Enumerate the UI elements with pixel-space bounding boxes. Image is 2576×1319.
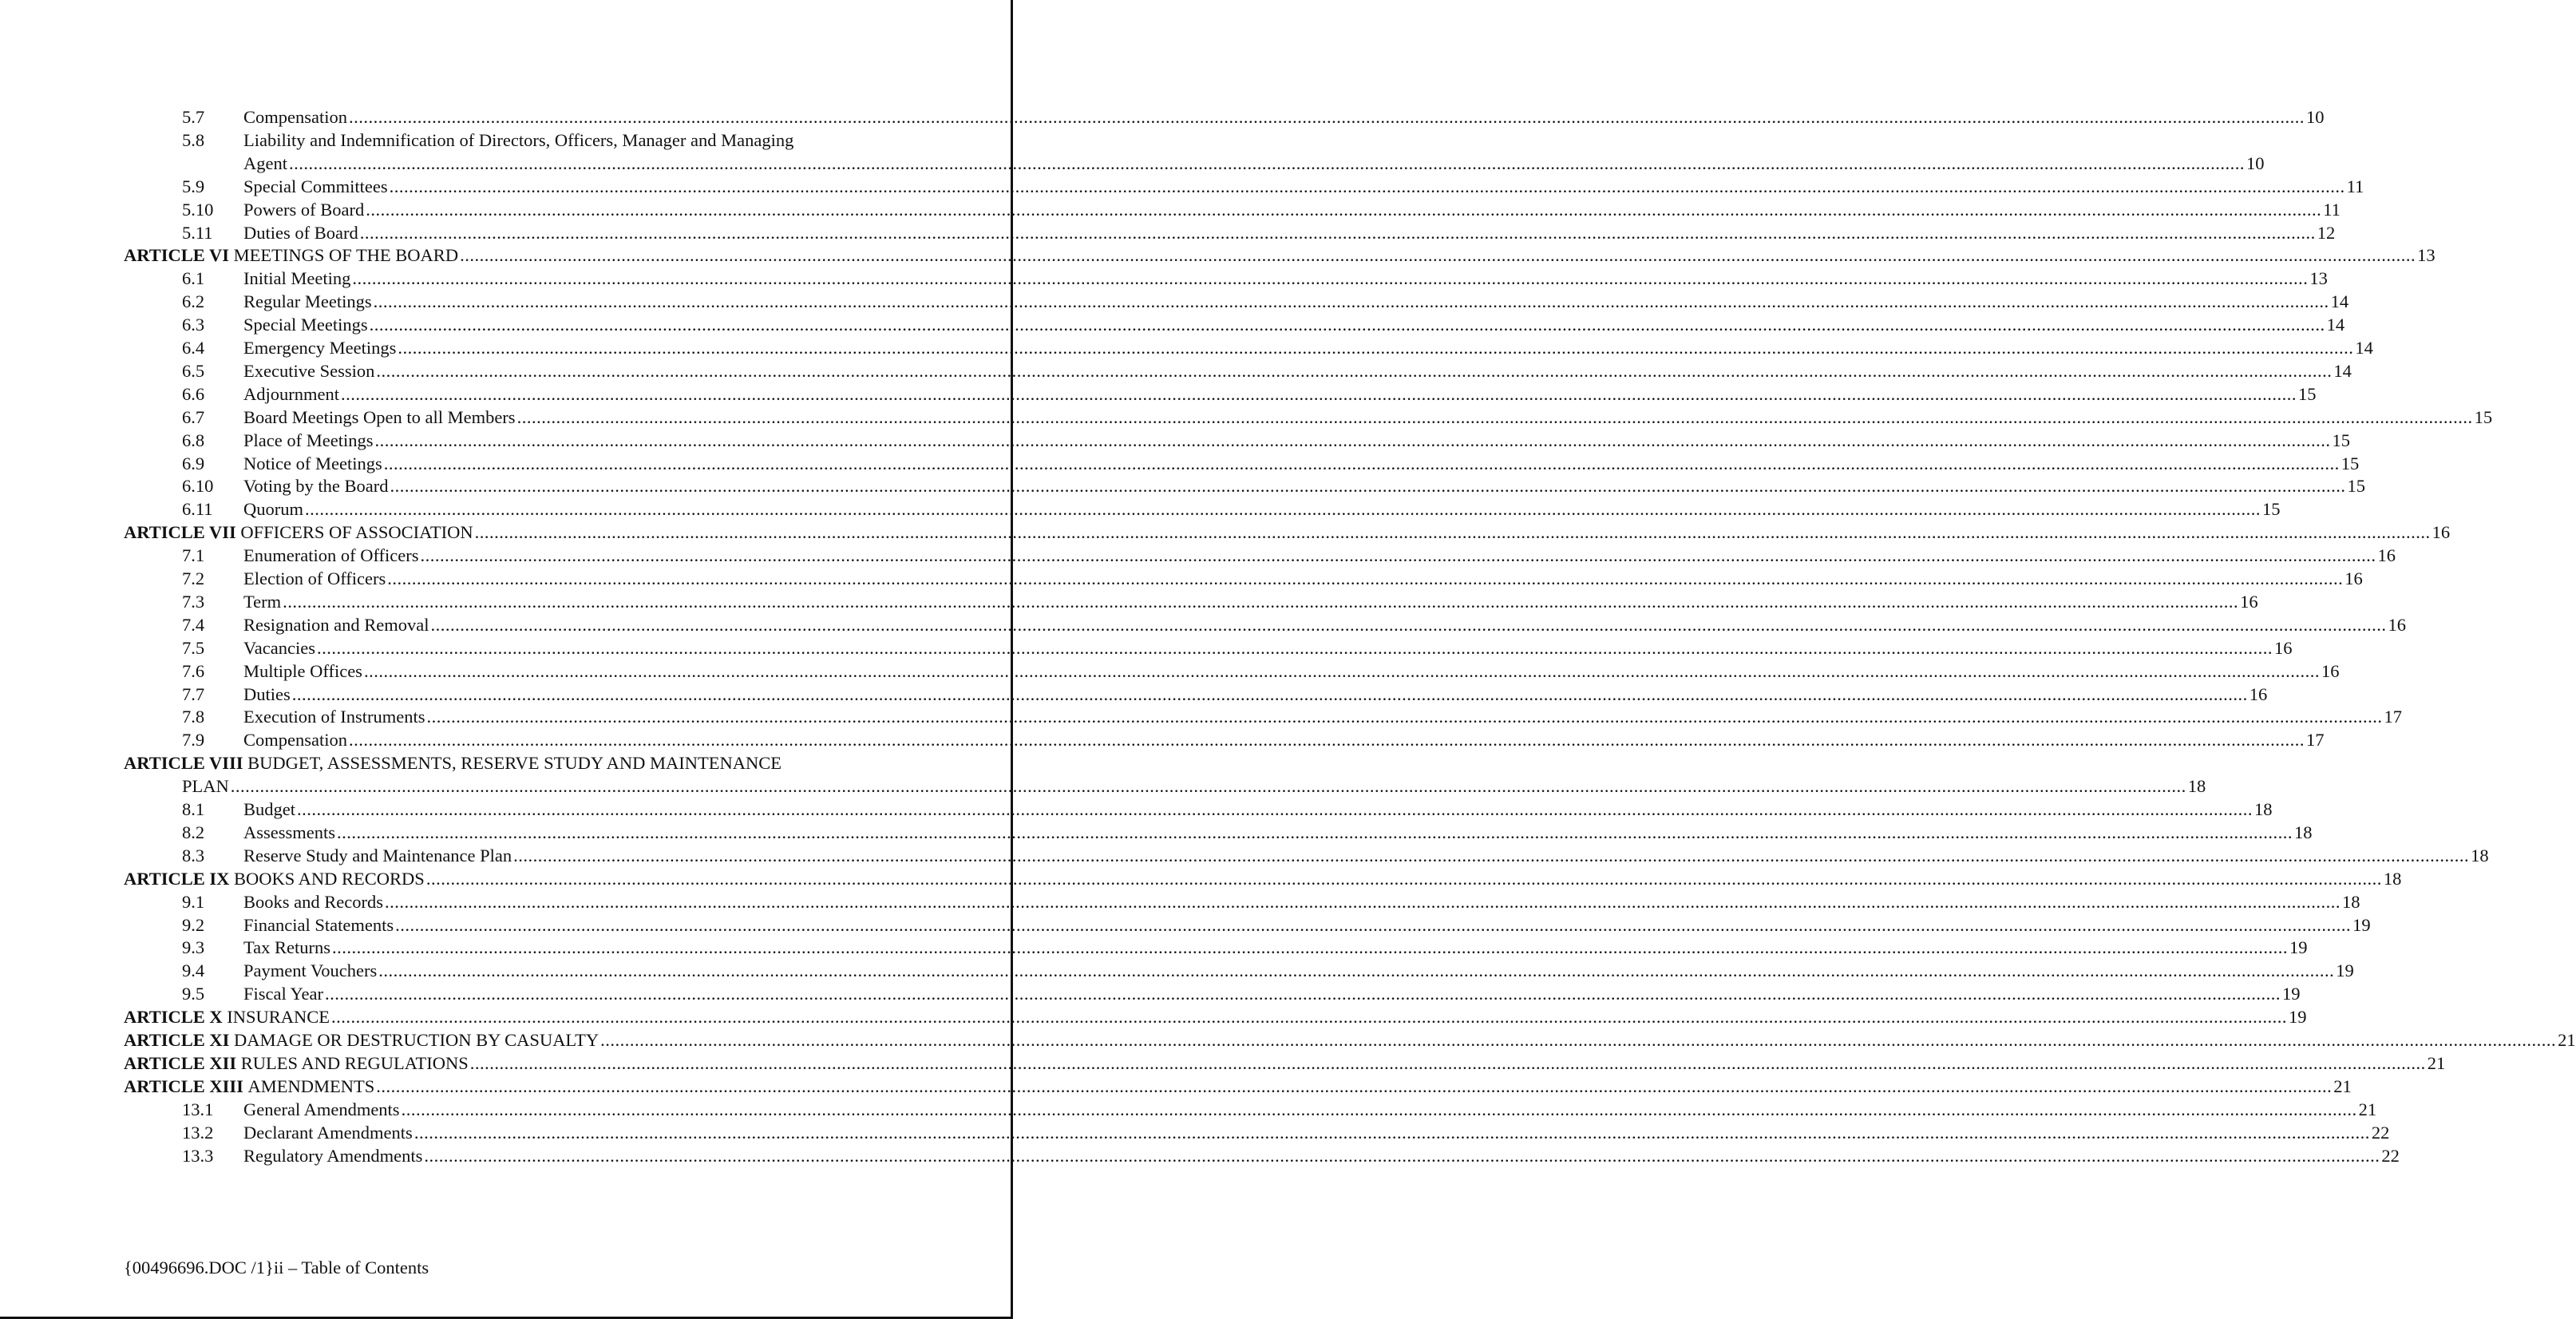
section-title: Executive Session: [243, 361, 375, 381]
dot-leader: ................................................................................................................................................................................................................................................................................................................................................................................................................: [414, 1123, 2370, 1143]
section-number: 5.10: [182, 200, 214, 220]
page-number: 18: [2187, 776, 2206, 796]
dot-leader: ................................................................................................................................................................................................................................................................................................................................................................................................................: [373, 291, 2329, 311]
page-number: 16: [2240, 592, 2258, 612]
dot-leader: ................................................................................................................................................................................................................................................................................................................................................................................................................: [474, 522, 2431, 542]
section-title: Budget: [243, 799, 295, 819]
toc-section-entry[interactable]: [182, 683, 2268, 706]
page-number: 16: [2345, 568, 2363, 588]
page-number: 17: [2306, 730, 2325, 750]
page-number: 21: [2427, 1053, 2446, 1073]
section-number: 6.3: [182, 315, 205, 335]
section-number: 7.1: [182, 545, 205, 565]
dot-leader: ................................................................................................................................................................................................................................................................................................................................................................................................................: [332, 937, 2289, 957]
section-title: Special Meetings: [243, 315, 368, 335]
toc-section-entry[interactable]: [182, 660, 2340, 683]
section-number: 6.2: [182, 291, 205, 311]
section-number: 6.9: [182, 454, 205, 473]
page-number: 15: [2297, 384, 2317, 404]
dot-leader: ................................................................................................................................................................................................................................................................................................................................................................................................................: [395, 915, 2352, 935]
page-number: 17: [2384, 707, 2402, 727]
toc-section-entry[interactable]: [182, 337, 2373, 359]
toc-article-entry[interactable]: [124, 752, 903, 774]
page-number: 21: [2333, 1076, 2352, 1096]
toc-section-entry[interactable]: [182, 568, 2363, 590]
section-number: 6.11: [182, 499, 213, 519]
section-title: Books and Records: [243, 892, 383, 912]
toc-section-entry[interactable]: [182, 822, 2313, 844]
dot-leader: ................................................................................................................................................................................................................................................................................................................................................................................................................: [325, 984, 2281, 1004]
section-title: Adjournment: [243, 384, 339, 404]
section-number: 8.1: [182, 799, 205, 819]
article-title: MEETINGS OF THE BOARD: [228, 245, 459, 265]
dot-leader: ................................................................................................................................................................................................................................................................................................................................................................................................................: [337, 822, 2293, 842]
page-number: 16: [2377, 545, 2396, 565]
toc-section-entry[interactable]: [182, 798, 2273, 821]
toc-article-entry[interactable]: [124, 521, 2451, 544]
toc-section-entry[interactable]: [182, 983, 2301, 1005]
section-number: 7.5: [182, 638, 205, 658]
section-number: 8.2: [182, 822, 205, 842]
dot-leader: ................................................................................................................................................................................................................................................................................................................................................................................................................: [230, 776, 2186, 796]
toc-article-entry[interactable]: [124, 1006, 2307, 1028]
section-title: Election of Officers: [243, 568, 386, 588]
toc-article-entry[interactable]: [124, 244, 2436, 267]
page-number: 11: [2323, 200, 2341, 220]
section-title: Place of Meetings: [243, 430, 374, 450]
page-number: 18: [2294, 822, 2313, 842]
page-number: 15: [2347, 476, 2365, 496]
section-title: Special Committees: [243, 176, 388, 196]
toc-section-entry[interactable]: [182, 706, 2402, 728]
section-title: Declarant Amendments: [243, 1123, 413, 1143]
dot-leader: ................................................................................................................................................................................................................................................................................................................................................................................................................: [349, 107, 2305, 127]
page-number: 18: [2254, 799, 2273, 819]
section-number: 9.4: [182, 961, 205, 980]
page-number: 14: [2333, 361, 2352, 381]
article-label: ARTICLE XI: [124, 1030, 230, 1050]
dot-leader: ................................................................................................................................................................................................................................................................................................................................................................................................................: [352, 268, 2309, 288]
toc-article-entry[interactable]: [124, 1052, 2446, 1075]
dot-leader: ................................................................................................................................................................................................................................................................................................................................................................................................................: [460, 245, 2416, 265]
page-number: 15: [2332, 430, 2350, 450]
section-title: Powers of Board: [243, 200, 365, 220]
page-number: 22: [2381, 1146, 2400, 1166]
toc-section-entry[interactable]: [182, 453, 2360, 475]
dot-leader: ................................................................................................................................................................................................................................................................................................................................................................................................................: [297, 799, 2253, 819]
dot-leader: ................................................................................................................................................................................................................................................................................................................................................................................................................: [398, 338, 2354, 358]
dot-leader: ................................................................................................................................................................................................................................................................................................................................................................................................................: [387, 568, 2344, 588]
section-title: Initial Meeting: [243, 268, 351, 288]
dot-leader: ................................................................................................................................................................................................................................................................................................................................................................................................................: [424, 1146, 2380, 1166]
article-label: ARTICLE VIII: [124, 753, 243, 773]
page-number: 13: [2309, 268, 2328, 288]
toc-section-entry-continued[interactable]: [182, 152, 2265, 175]
toc-section-entry[interactable]: [182, 129, 903, 152]
section-title: Payment Vouchers: [243, 961, 378, 980]
page-number: 18: [2383, 869, 2402, 889]
section-number: 6.6: [182, 384, 205, 404]
section-title: Regular Meetings: [243, 291, 372, 311]
section-title: Enumeration of Officers: [243, 545, 419, 565]
page-number: 10: [2306, 107, 2325, 127]
section-number: 7.6: [182, 661, 205, 681]
dot-leader: ................................................................................................................................................................................................................................................................................................................................................................................................................: [283, 592, 2239, 612]
toc-section-entry[interactable]: [182, 937, 2308, 959]
page-number: 19: [2336, 961, 2354, 980]
dot-leader: ................................................................................................................................................................................................................................................................................................................................................................................................................: [600, 1030, 2557, 1050]
page-number: 15: [2341, 454, 2360, 473]
page-number: 16: [2388, 615, 2406, 635]
toc-section-entry[interactable]: [182, 545, 2396, 567]
article-title: AMENDMENTS: [243, 1076, 375, 1096]
toc-section-entry[interactable]: [182, 267, 2328, 290]
page-number: 13: [2417, 245, 2436, 265]
article-title: BUDGET, ASSESSMENTS, RESERVE STUDY AND MAINTENANCE: [243, 753, 782, 773]
dot-leader: ................................................................................................................................................................................................................................................................................................................................................................................................................: [291, 684, 2248, 704]
dot-leader: ................................................................................................................................................................................................................................................................................................................................................................................................................: [389, 176, 2345, 196]
toc-section-entry[interactable]: [182, 1122, 2390, 1144]
toc-section-entry[interactable]: [182, 475, 2365, 497]
dot-leader: ................................................................................................................................................................................................................................................................................................................................................................................................................: [426, 707, 2383, 727]
toc-section-entry[interactable]: [182, 637, 2293, 660]
article-title-continued: PLAN: [182, 776, 229, 796]
toc-section-entry[interactable]: [182, 222, 2336, 244]
section-title: Liability and Indemnification of Directors, Officers, Manager and Managing: [243, 130, 794, 150]
page-number: 15: [2262, 499, 2281, 519]
article-label: ARTICLE VII: [124, 522, 236, 542]
page-number: 16: [2432, 522, 2451, 542]
section-number: 13.1: [182, 1099, 214, 1119]
toc-section-entry[interactable]: [182, 614, 2406, 636]
toc-section-entry[interactable]: [182, 729, 2325, 751]
section-number: 9.5: [182, 984, 205, 1004]
dot-leader: ................................................................................................................................................................................................................................................................................................................................................................................................................: [401, 1099, 2357, 1119]
toc-section-entry[interactable]: [182, 383, 2317, 406]
dot-leader: ................................................................................................................................................................................................................................................................................................................................................................................................................: [420, 545, 2376, 565]
toc-article-entry[interactable]: [124, 1029, 2576, 1052]
dot-leader: ................................................................................................................................................................................................................................................................................................................................................................................................................: [369, 315, 2325, 335]
dot-leader: ................................................................................................................................................................................................................................................................................................................................................................................................................: [378, 961, 2335, 980]
section-title: Emergency Meetings: [243, 338, 397, 358]
section-title: Fiscal Year: [243, 984, 323, 1004]
dot-leader: ................................................................................................................................................................................................................................................................................................................................................................................................................: [376, 1076, 2333, 1096]
section-number: 6.10: [182, 476, 214, 496]
toc-section-entry[interactable]: [182, 199, 2341, 221]
section-title: Notice of Meetings: [243, 454, 382, 473]
page-number: 16: [2249, 684, 2268, 704]
toc-section-entry[interactable]: [182, 291, 2349, 313]
section-number: 7.9: [182, 730, 205, 750]
dot-leader: ................................................................................................................................................................................................................................................................................................................................................................................................................: [305, 499, 2261, 519]
section-number: 6.4: [182, 338, 205, 358]
article-title: DAMAGE OR DESTRUCTION BY CASUALTY: [229, 1030, 599, 1050]
page-number: 19: [2282, 984, 2301, 1004]
article-label: ARTICLE X: [124, 1007, 223, 1027]
dot-leader: ................................................................................................................................................................................................................................................................................................................................................................................................................: [366, 200, 2322, 220]
section-number: 6.1: [182, 268, 205, 288]
toc-section-entry[interactable]: [182, 1099, 2377, 1121]
dot-leader: ................................................................................................................................................................................................................................................................................................................................................................................................................: [390, 476, 2346, 496]
toc-section-entry[interactable]: [182, 406, 2493, 429]
page-number: 14: [2355, 338, 2373, 358]
section-title: Assessments: [243, 822, 336, 842]
article-label: ARTICLE VI: [124, 245, 229, 265]
dot-leader: ................................................................................................................................................................................................................................................................................................................................................................................................................: [383, 454, 2340, 473]
section-number: 13.2: [182, 1123, 214, 1143]
dot-leader: ................................................................................................................................................................................................................................................................................................................................................................................................................: [289, 153, 2245, 173]
page-number: 12: [2317, 223, 2336, 243]
section-number: 9.1: [182, 892, 205, 912]
toc-section-entry[interactable]: [182, 498, 2281, 521]
section-title: Compensation: [243, 730, 347, 750]
section-number: 7.3: [182, 592, 205, 612]
page-number: 19: [2352, 915, 2371, 935]
dot-leader: ................................................................................................................................................................................................................................................................................................................................................................................................................: [516, 407, 2473, 427]
dot-leader: ................................................................................................................................................................................................................................................................................................................................................................................................................: [469, 1053, 2426, 1073]
section-number: 9.2: [182, 915, 205, 935]
article-title: BOOKS AND RECORDS: [229, 869, 425, 889]
section-title: Duties of Board: [243, 223, 358, 243]
dot-leader: ................................................................................................................................................................................................................................................................................................................................................................................................................: [384, 892, 2341, 912]
section-title: Multiple Offices: [243, 661, 362, 681]
dot-leader: ................................................................................................................................................................................................................................................................................................................................................................................................................: [374, 430, 2331, 450]
toc-section-entry[interactable]: [182, 360, 2352, 382]
section-title: Vacancies: [243, 638, 315, 658]
toc-section-entry[interactable]: [182, 914, 2371, 937]
section-title: Board Meetings Open to all Members: [243, 407, 516, 427]
page-number: 19: [2289, 937, 2308, 957]
dot-leader: ................................................................................................................................................................................................................................................................................................................................................................................................................: [363, 661, 2320, 681]
section-title: Resignation and Removal: [243, 615, 429, 635]
article-label: ARTICLE IX: [124, 869, 230, 889]
dot-leader: ................................................................................................................................................................................................................................................................................................................................................................................................................: [340, 384, 2297, 404]
section-number: 13.3: [182, 1146, 214, 1166]
section-number: 7.2: [182, 568, 205, 588]
toc-section-entry[interactable]: [182, 176, 2364, 198]
section-title: Reserve Study and Maintenance Plan: [243, 846, 512, 865]
section-title: Tax Returns: [243, 937, 331, 957]
toc-section-entry[interactable]: [182, 106, 2325, 129]
page-number: 14: [2326, 315, 2345, 335]
page-number: 18: [2471, 846, 2489, 865]
section-number: 7.7: [182, 684, 205, 704]
section-title: Financial Statements: [243, 915, 394, 935]
article-title: INSURANCE: [222, 1007, 330, 1027]
dot-leader: ................................................................................................................................................................................................................................................................................................................................................................................................................: [425, 869, 2382, 889]
section-number: 7.4: [182, 615, 205, 635]
page-number: 16: [2321, 661, 2340, 681]
section-title-continued: Agent: [243, 153, 287, 173]
section-number: 6.5: [182, 361, 205, 381]
section-number: 8.3: [182, 846, 205, 865]
toc-article-entry[interactable]: [124, 1075, 2352, 1098]
toc-section-entry[interactable]: [182, 960, 2354, 982]
article-title: OFFICERS OF ASSOCIATION: [235, 522, 473, 542]
dot-leader: ................................................................................................................................................................................................................................................................................................................................................................................................................: [359, 223, 2316, 243]
article-label: ARTICLE XIII: [124, 1076, 243, 1096]
section-title: Duties: [243, 684, 291, 704]
toc-section-entry[interactable]: [182, 591, 2258, 613]
page-number: 16: [2273, 638, 2293, 658]
section-title: Regulatory Amendments: [243, 1146, 423, 1166]
section-number: 5.8: [182, 130, 205, 150]
page-number: 14: [2330, 291, 2349, 311]
section-number: 9.3: [182, 937, 205, 957]
section-number: 5.9: [182, 176, 205, 196]
dot-leader: ................................................................................................................................................................................................................................................................................................................................................................................................................: [331, 1007, 2287, 1027]
page-number: 10: [2246, 153, 2265, 173]
toc-section-entry[interactable]: [182, 314, 2345, 336]
page-footer: {00496696.DOC /1}ii – Table of Contents: [124, 1258, 429, 1277]
dot-leader: ................................................................................................................................................................................................................................................................................................................................................................................................................: [513, 846, 2470, 865]
toc-article-entry-continued[interactable]: [182, 775, 2206, 798]
dot-leader: ................................................................................................................................................................................................................................................................................................................................................................................................................: [316, 638, 2273, 658]
page-number: 22: [2371, 1123, 2390, 1143]
section-number: 5.11: [182, 223, 213, 243]
page-number: 21: [2358, 1099, 2377, 1119]
section-number: 5.7: [182, 107, 205, 127]
section-number: 6.8: [182, 430, 205, 450]
page-number: 18: [2341, 892, 2360, 912]
toc-section-entry[interactable]: [182, 891, 2360, 913]
toc-article-entry[interactable]: [124, 868, 2402, 890]
section-title: Voting by the Board: [243, 476, 389, 496]
section-title: Compensation: [243, 107, 347, 127]
section-number: 7.8: [182, 707, 205, 727]
section-number: 6.7: [182, 407, 205, 427]
section-title: Quorum: [243, 499, 303, 519]
section-title: General Amendments: [243, 1099, 400, 1119]
article-label: ARTICLE XII: [124, 1053, 237, 1073]
toc-section-entry[interactable]: [182, 1145, 2400, 1167]
dot-leader: ................................................................................................................................................................................................................................................................................................................................................................................................................: [430, 615, 2387, 635]
dot-leader: ................................................................................................................................................................................................................................................................................................................................................................................................................: [376, 361, 2333, 381]
dot-leader: ................................................................................................................................................................................................................................................................................................................................................................................................................: [349, 730, 2305, 750]
section-title: Execution of Instruments: [243, 707, 425, 727]
page-number: 11: [2346, 176, 2364, 196]
section-title: Term: [243, 592, 282, 612]
page-number: 19: [2289, 1007, 2307, 1027]
article-title: RULES AND REGULATIONS: [236, 1053, 469, 1073]
page-number: 15: [2474, 407, 2493, 427]
page-number: 21: [2558, 1030, 2576, 1050]
toc-section-entry[interactable]: [182, 845, 2489, 867]
toc-section-entry[interactable]: [182, 430, 2350, 452]
